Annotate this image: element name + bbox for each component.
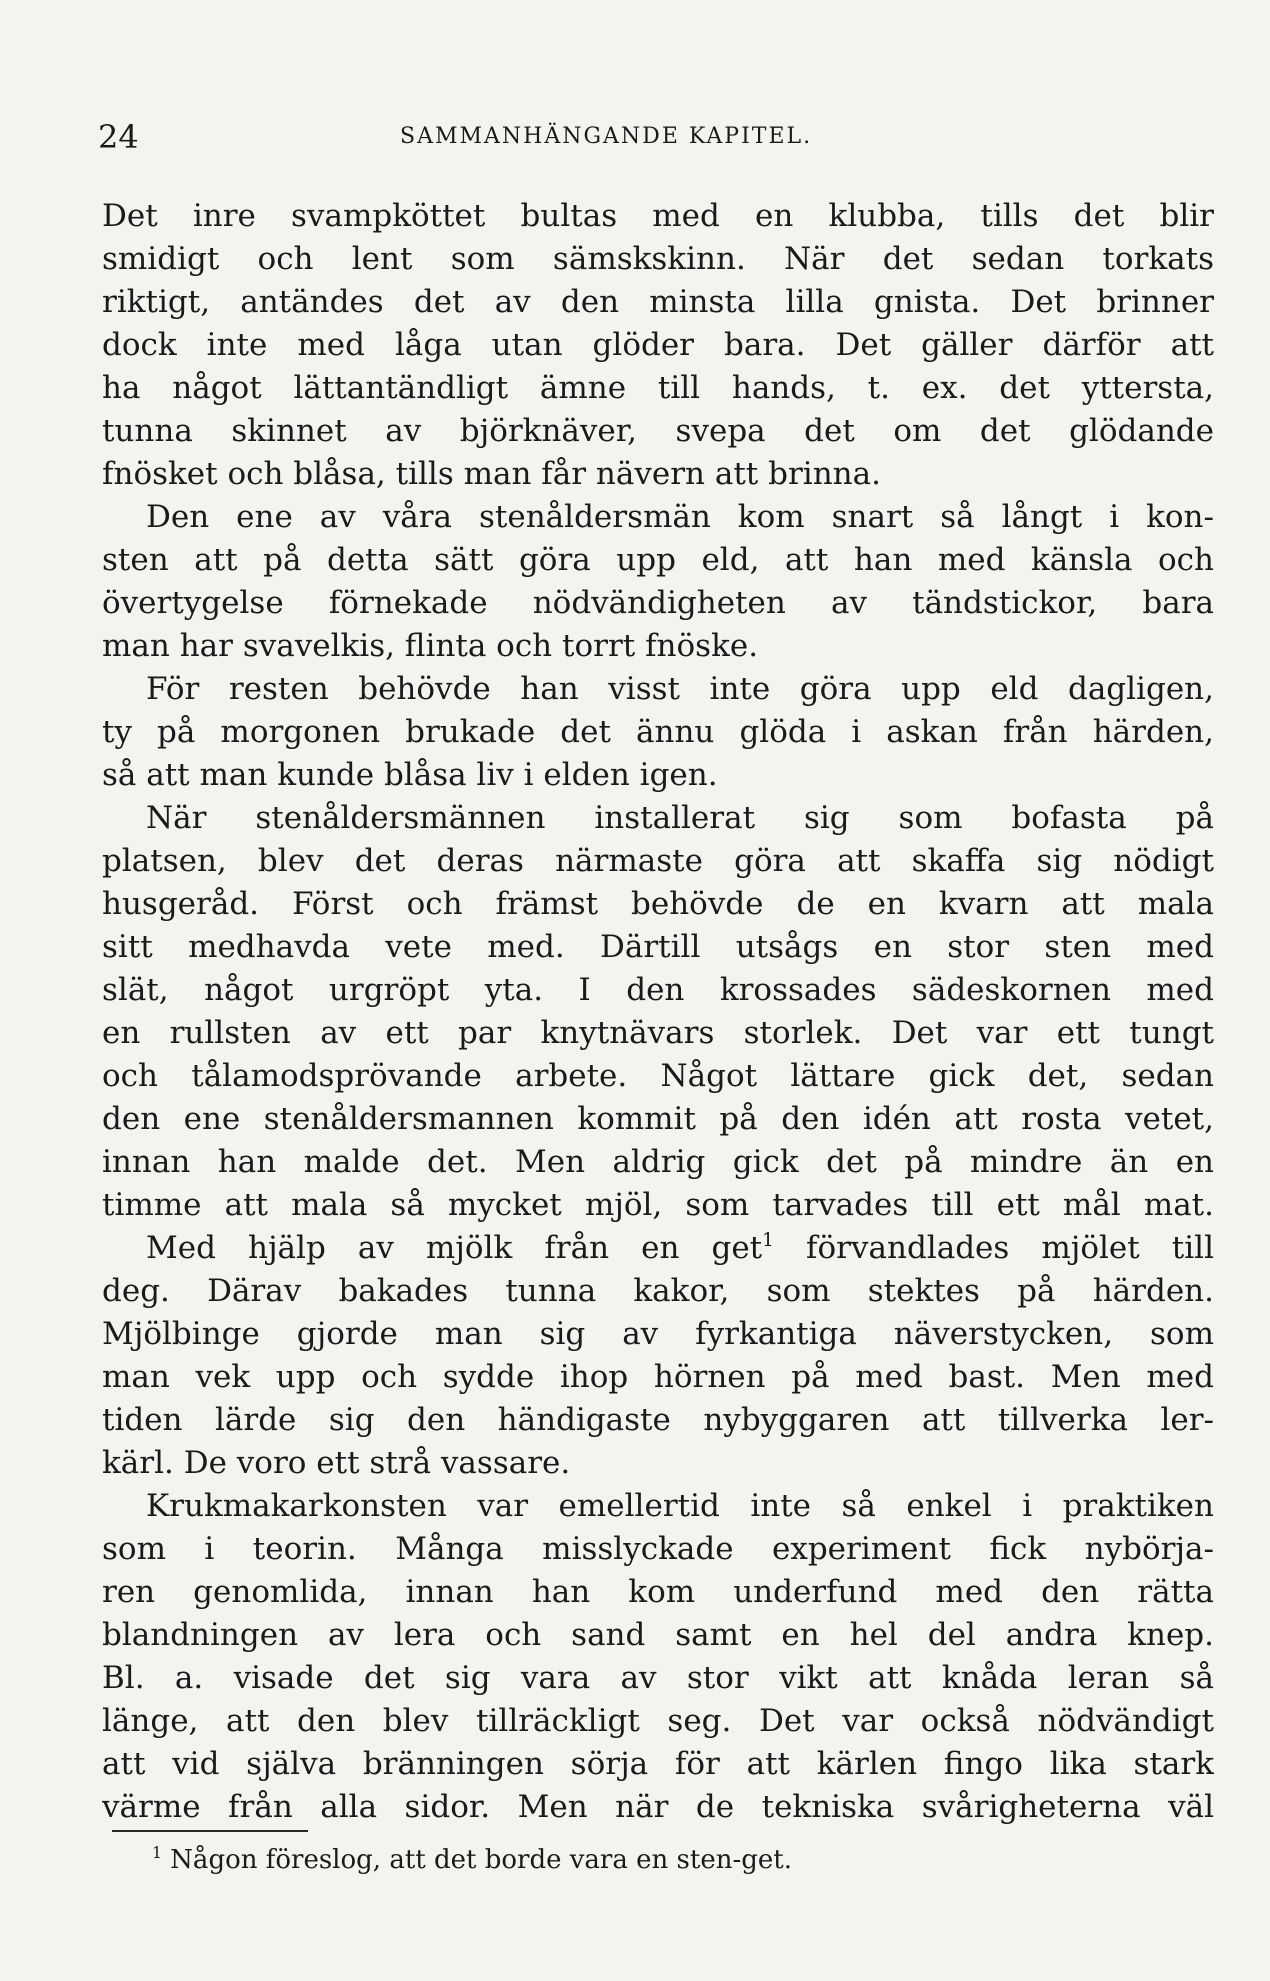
text-line: en rullsten av ett par knytnävars storlek. Det var ett tungt (102, 1015, 1214, 1051)
text-line: deg. Därav bakades tunna kakor, som stektes på härden. (102, 1273, 1214, 1309)
text-line: För resten behövde han visst inte göra upp eld dagligen, (146, 671, 1214, 707)
text-line: man har svavelkis, flinta och torrt fnöske. (102, 628, 759, 664)
text-line: den ene stenåldersmannen kommit på den idén att rosta vetet, (102, 1101, 1214, 1137)
footnote-marker: 1 (152, 1843, 162, 1862)
text-line: blandningen av lera och sand samt en hel del andra knep. (102, 1617, 1214, 1653)
footnote-divider (112, 1830, 308, 1832)
footnote-text: Någon föreslog, att det borde vara en sten-get. (161, 1845, 792, 1875)
footnote (152, 1840, 792, 1880)
text-line: platsen, blev det deras närmaste göra att skaffa sig nödigt (102, 843, 1214, 879)
text-line: timme att mala så mycket mjöl, som tarvades till ett mål mat. (102, 1187, 1214, 1223)
text-line: innan han malde det. Men aldrig gick det på mindre än en (102, 1144, 1214, 1180)
text-line: som i teorin. Många misslyckade experiment fick nybörja- (102, 1531, 1214, 1567)
text-segment: förvandlades mjölet till (773, 1230, 1214, 1266)
text-line: ty på morgonen brukade det ännu glöda i askan från härden, (102, 714, 1214, 750)
text-line: så att man kunde blåsa liv i elden igen. (102, 757, 718, 793)
text-line: ha något lättantändligt ämne till hands, t. ex. det yttersta, (102, 370, 1214, 406)
text-line: kärl. De voro ett strå vassare. (102, 1445, 571, 1481)
body-text (102, 195, 1214, 1829)
text-line: När stenåldersmännen installerat sig som bofasta på (146, 800, 1214, 836)
text-line: Bl. a. visade det sig vara av stor vikt att knåda leran så (102, 1660, 1214, 1696)
text-line: länge, att den blev tillräckligt seg. Det var också nödvändigt (102, 1703, 1214, 1739)
text-line-with-footnote-ref (102, 1227, 1214, 1270)
text-line: Mjölbinge gjorde man sig av fyrkantiga näverstycken, som (102, 1316, 1214, 1352)
text-line: värme från alla sidor. Men när de tekniska svårigheterna väl (102, 1789, 1214, 1825)
text-line: att vid själva bränningen sörja för att kärlen fingo lika stark (102, 1746, 1214, 1782)
text-line: ren genomlida, innan han kom underfund med den rätta (102, 1574, 1214, 1610)
text-line: sten att på detta sätt göra upp eld, att han med känsla och (102, 542, 1214, 578)
text-line: man vek upp och sydde ihop hörnen på med bast. Men med (102, 1359, 1214, 1395)
footnote-reference: 1 (762, 1229, 774, 1251)
text-line: sitt medhavda vete med. Därtill utsågs en stor sten med (102, 929, 1214, 965)
text-line: Krukmakarkonsten var emellertid inte så enkel i praktiken (146, 1488, 1214, 1524)
text-segment: Med hjälp av mjölk från en get (146, 1230, 763, 1266)
page-number: 24 (98, 118, 139, 156)
text-line: fnösket och blåsa, tills man får nävern att brinna. (102, 456, 881, 492)
text-line: Det inre svampköttet bultas med en klubba, tills det blir (102, 198, 1214, 234)
text-line: tunna skinnet av björknäver, svepa det om det glödande (102, 413, 1214, 449)
text-line: riktigt, antändes det av den minsta lilla gnista. Det brinner (102, 284, 1214, 320)
running-head: SAMMANHÄNGANDE KAPITEL. (400, 124, 813, 149)
page-header (98, 112, 1208, 162)
text-line: övertygelse förnekade nödvändigheten av tändstickor, bara (102, 585, 1214, 621)
text-line: dock inte med låga utan glöder bara. Det gäller därför att (102, 327, 1214, 363)
text-line: Den ene av våra stenåldersmän kom snart så långt i kon- (146, 499, 1214, 535)
text-line: tiden lärde sig den händigaste nybyggaren att tillverka ler- (102, 1402, 1214, 1438)
text-line: slät, något urgröpt yta. I den krossades sädeskornen med (102, 972, 1214, 1008)
text-line: och tålamodsprövande arbete. Något lättare gick det, sedan (102, 1058, 1214, 1094)
text-line: smidigt och lent som sämskskinn. När det sedan torkats (102, 241, 1214, 277)
text-line: husgeråd. Först och främst behövde de en kvarn att mala (102, 886, 1214, 922)
